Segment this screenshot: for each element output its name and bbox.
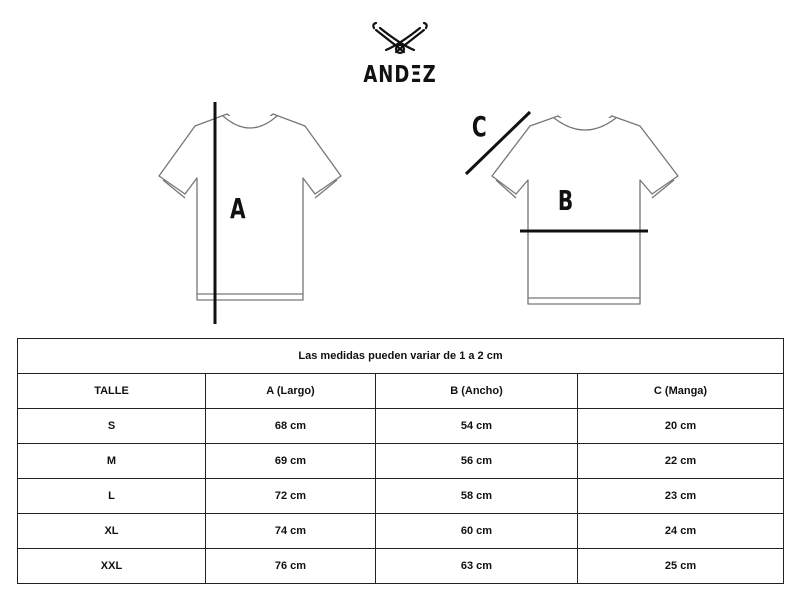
header-ancho: B (Ancho) bbox=[376, 374, 578, 409]
table-row bbox=[18, 549, 784, 584]
cell-ancho: 56 cm bbox=[376, 444, 578, 479]
cell-manga: 24 cm bbox=[578, 514, 784, 549]
cell-ancho: 54 cm bbox=[376, 409, 578, 444]
cell-manga: 20 cm bbox=[578, 409, 784, 444]
table-header-row bbox=[18, 374, 784, 409]
cell-ancho: 63 cm bbox=[376, 549, 578, 584]
cell-largo: 76 cm bbox=[206, 549, 376, 584]
size-chart-table bbox=[17, 338, 784, 584]
brand-name: ANDΞZ bbox=[363, 60, 437, 88]
table-row bbox=[18, 409, 784, 444]
measure-label-c: C bbox=[471, 110, 487, 143]
cell-size: S bbox=[18, 409, 206, 444]
cell-size: XXL bbox=[18, 549, 206, 584]
cell-ancho: 58 cm bbox=[376, 479, 578, 514]
table-row bbox=[18, 514, 784, 549]
cell-manga: 22 cm bbox=[578, 444, 784, 479]
header-largo: A (Largo) bbox=[206, 374, 376, 409]
cell-largo: 69 cm bbox=[206, 444, 376, 479]
cell-ancho: 60 cm bbox=[376, 514, 578, 549]
header-manga: C (Manga) bbox=[578, 374, 784, 409]
table-caption: Las medidas pueden variar de 1 a 2 cm bbox=[18, 339, 784, 374]
table-row bbox=[18, 444, 784, 479]
cell-size: XL bbox=[18, 514, 206, 549]
table-row bbox=[18, 479, 784, 514]
cell-largo: 72 cm bbox=[206, 479, 376, 514]
measure-label-a: A bbox=[229, 192, 246, 225]
cell-manga: 23 cm bbox=[578, 479, 784, 514]
cell-largo: 68 cm bbox=[206, 409, 376, 444]
cell-size: M bbox=[18, 444, 206, 479]
cell-manga: 25 cm bbox=[578, 549, 784, 584]
table-caption-row bbox=[18, 339, 784, 374]
header-talle: TALLE bbox=[18, 374, 206, 409]
cell-largo: 74 cm bbox=[206, 514, 376, 549]
cell-size: L bbox=[18, 479, 206, 514]
measure-label-b: B bbox=[557, 184, 574, 217]
